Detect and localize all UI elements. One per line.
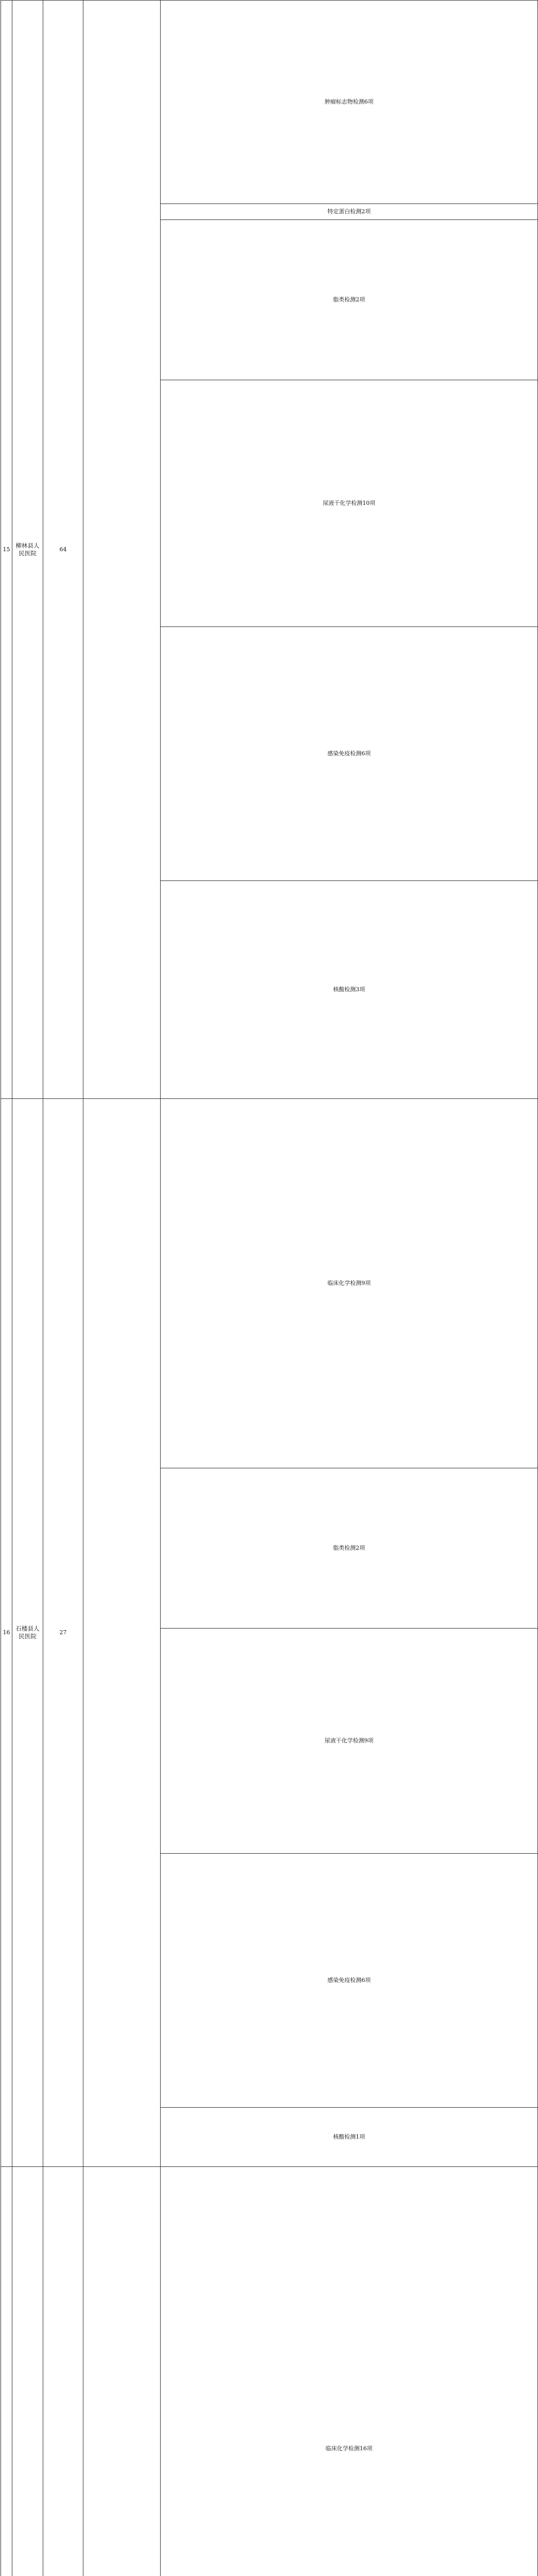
test-category: 核酸检测1项 <box>161 2108 538 2167</box>
test-category: 感染免疫检测6项 <box>161 627 538 881</box>
test-category: 尿液干化学检测9项 <box>161 1629 538 1854</box>
table-row <box>1 2167 538 2576</box>
test-category: 脂类检测2项 <box>161 220 538 380</box>
table-row <box>1 1099 538 1468</box>
blank-column <box>83 1099 161 2167</box>
test-category: 临床化学检测16项 <box>161 2167 538 2576</box>
row-number: 15 <box>1 1 12 1099</box>
hospital-name <box>12 2167 43 2576</box>
test-category: 临床化学检测9项 <box>161 1099 538 1468</box>
blank-column <box>83 1 161 1099</box>
lab-test-table <box>1 0 538 2576</box>
test-count <box>43 2167 83 2576</box>
row-number <box>1 2167 12 2576</box>
test-category: 特定蛋白检测2项 <box>161 204 538 220</box>
hospital-name: 柳林县人民医院 <box>12 1 43 1099</box>
table-row <box>1 1 538 204</box>
hospital-name: 石楼县人民医院 <box>12 1099 43 2167</box>
test-category: 脂类检测2项 <box>161 1468 538 1629</box>
test-category: 感染免疫检测6项 <box>161 1854 538 2108</box>
blank-column <box>83 2167 161 2576</box>
test-count: 27 <box>43 1099 83 2167</box>
test-category: 尿液干化学检测10项 <box>161 380 538 627</box>
table-body <box>1 1 538 2576</box>
test-category: 肿瘤标志物检测6项 <box>161 1 538 204</box>
test-count: 64 <box>43 1 83 1099</box>
test-category: 核酸检测3项 <box>161 881 538 1099</box>
row-number: 16 <box>1 1099 12 2167</box>
